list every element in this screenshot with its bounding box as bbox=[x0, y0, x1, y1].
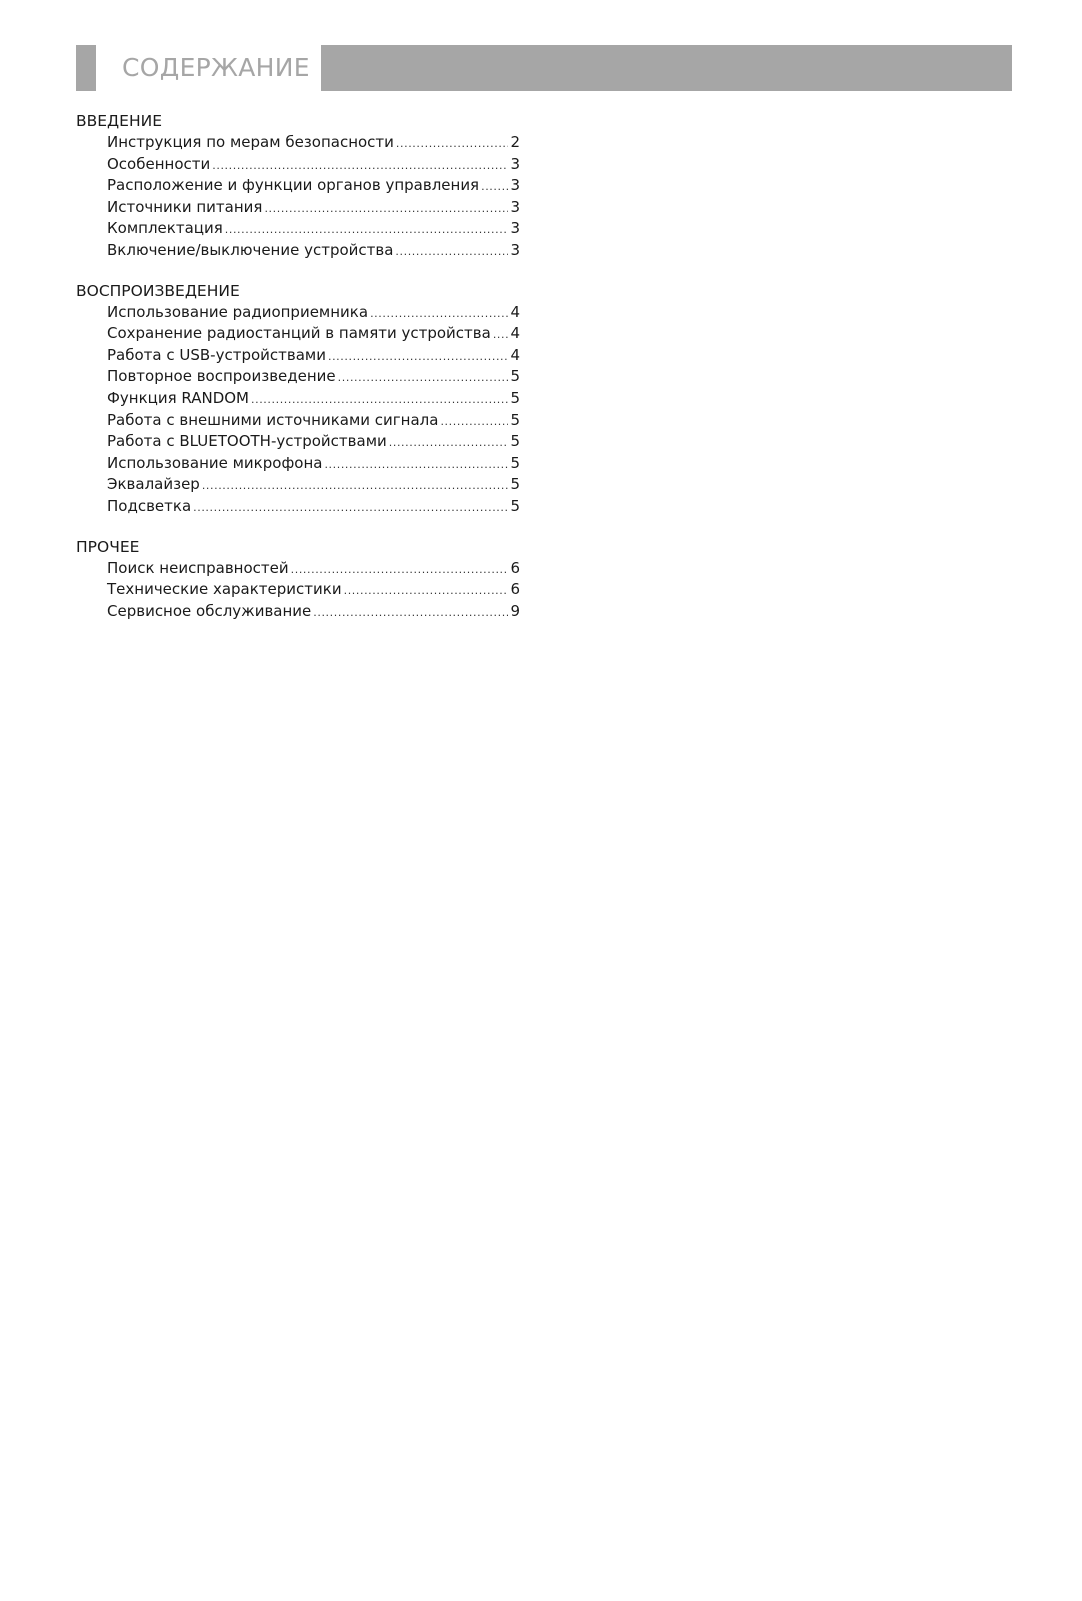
dot-leader bbox=[225, 219, 509, 241]
toc-entry-label: Использование микрофона bbox=[107, 453, 323, 472]
toc-entry-label: Работа с BLUETOOTH-устройствами bbox=[107, 432, 387, 451]
toc-page-number: 3 bbox=[510, 219, 520, 238]
toc-page-number: 5 bbox=[510, 367, 520, 386]
toc-entry-label: Сервисное обслуживание bbox=[107, 601, 312, 620]
toc-section-title: ВВЕДЕНИЕ bbox=[76, 112, 163, 130]
toc-page-number: 5 bbox=[510, 475, 520, 494]
toc-entry-label: Включение/выключение устройства bbox=[107, 240, 394, 259]
toc-entry[interactable] bbox=[107, 175, 520, 197]
toc-page-number: 3 bbox=[510, 154, 520, 173]
toc-page-number: 9 bbox=[510, 601, 520, 620]
dot-leader bbox=[396, 133, 509, 155]
toc-entry-label: Сохранение радиостанций в памяти устройства bbox=[107, 324, 491, 343]
toc-entry-label: Работа с USB-устройствами bbox=[107, 345, 326, 364]
toc-page-number: 3 bbox=[510, 176, 520, 195]
toc-entry-label: Источники питания bbox=[107, 197, 263, 216]
toc-page-number: 3 bbox=[510, 197, 520, 216]
dot-leader bbox=[328, 346, 508, 368]
dot-leader bbox=[264, 198, 508, 220]
toc-entry-label: Технические характеристики bbox=[107, 580, 342, 599]
toc-entry[interactable] bbox=[107, 302, 520, 324]
toc-page-number: 5 bbox=[510, 453, 520, 472]
toc-entry[interactable] bbox=[107, 496, 520, 518]
toc-entry-label: Расположение и функции органов управления bbox=[107, 176, 480, 195]
toc-entry[interactable] bbox=[107, 366, 520, 388]
toc-entry-label: Подсветка bbox=[107, 496, 192, 515]
toc-section-title: ВОСПРОИЗВЕДЕНИЕ bbox=[76, 281, 240, 300]
toc-entry[interactable] bbox=[107, 154, 520, 176]
toc-entry-label: Инструкция по мерам безопасности bbox=[107, 133, 394, 151]
dot-leader bbox=[193, 497, 508, 519]
toc-entry[interactable] bbox=[107, 474, 520, 496]
toc-page-number: 2 bbox=[510, 133, 520, 151]
toc-page-number: 5 bbox=[510, 388, 520, 407]
dot-leader bbox=[324, 454, 508, 476]
toc-entry-label: Работа с внешними источниками сигнала bbox=[107, 410, 439, 429]
toc-entry[interactable] bbox=[107, 218, 520, 240]
toc-entry-label: Комплектация bbox=[107, 219, 223, 238]
toc-entry-label: Эквалайзер bbox=[107, 475, 200, 494]
dot-leader bbox=[212, 155, 508, 177]
dot-leader bbox=[440, 411, 508, 433]
toc-entry[interactable] bbox=[107, 579, 520, 601]
toc-section bbox=[76, 281, 520, 518]
toc-page-number: 4 bbox=[510, 324, 520, 343]
toc-entry[interactable] bbox=[107, 558, 520, 580]
toc-entry-label: Функция RANDOM bbox=[107, 388, 250, 407]
toc-entry[interactable] bbox=[107, 410, 520, 432]
dot-leader bbox=[338, 367, 509, 389]
dot-leader bbox=[344, 580, 509, 602]
dot-leader bbox=[313, 602, 508, 624]
contents-heading: СОДЕРЖАНИЕ bbox=[122, 53, 310, 82]
toc-entry-label: Повторное воспроизведение bbox=[107, 367, 336, 386]
toc-page-number: 6 bbox=[510, 558, 520, 577]
toc-page-number: 5 bbox=[510, 496, 520, 515]
toc-entry[interactable] bbox=[107, 345, 520, 367]
toc-entry[interactable] bbox=[107, 240, 520, 262]
dot-leader bbox=[389, 432, 509, 454]
toc-entry[interactable] bbox=[107, 132, 520, 154]
contents-header-bar bbox=[76, 45, 1012, 91]
toc-entry[interactable] bbox=[107, 323, 520, 345]
dot-leader bbox=[251, 389, 508, 411]
toc-entry-label: Поиск неисправностей bbox=[107, 558, 289, 577]
dot-leader bbox=[291, 559, 509, 581]
toc-section-title: ПРОЧЕЕ bbox=[76, 537, 140, 556]
toc-entry-label: Использование радиоприемника bbox=[107, 302, 369, 321]
toc-page-number: 4 bbox=[510, 302, 520, 321]
toc-page-number: 5 bbox=[510, 410, 520, 429]
dot-leader bbox=[481, 176, 508, 198]
toc-section bbox=[76, 537, 520, 623]
dot-leader bbox=[395, 241, 508, 263]
toc-entry[interactable] bbox=[107, 601, 520, 623]
toc-entry-label: Особенности bbox=[107, 154, 211, 173]
toc-page-number: 4 bbox=[510, 345, 520, 364]
dot-leader bbox=[370, 303, 508, 325]
toc-section bbox=[76, 111, 520, 262]
toc-entry[interactable] bbox=[107, 388, 520, 410]
toc-entry[interactable] bbox=[107, 197, 520, 219]
dot-leader bbox=[202, 475, 509, 497]
header-accent-block bbox=[76, 45, 96, 91]
toc-page-number: 5 bbox=[510, 432, 520, 451]
table-of-contents bbox=[76, 111, 520, 641]
dot-leader bbox=[493, 324, 509, 346]
toc-entry[interactable] bbox=[107, 431, 520, 453]
toc-page-number: 3 bbox=[510, 240, 520, 259]
toc-entry[interactable] bbox=[107, 453, 520, 475]
header-gray-band bbox=[321, 45, 1012, 91]
toc-page-number: 6 bbox=[510, 580, 520, 599]
